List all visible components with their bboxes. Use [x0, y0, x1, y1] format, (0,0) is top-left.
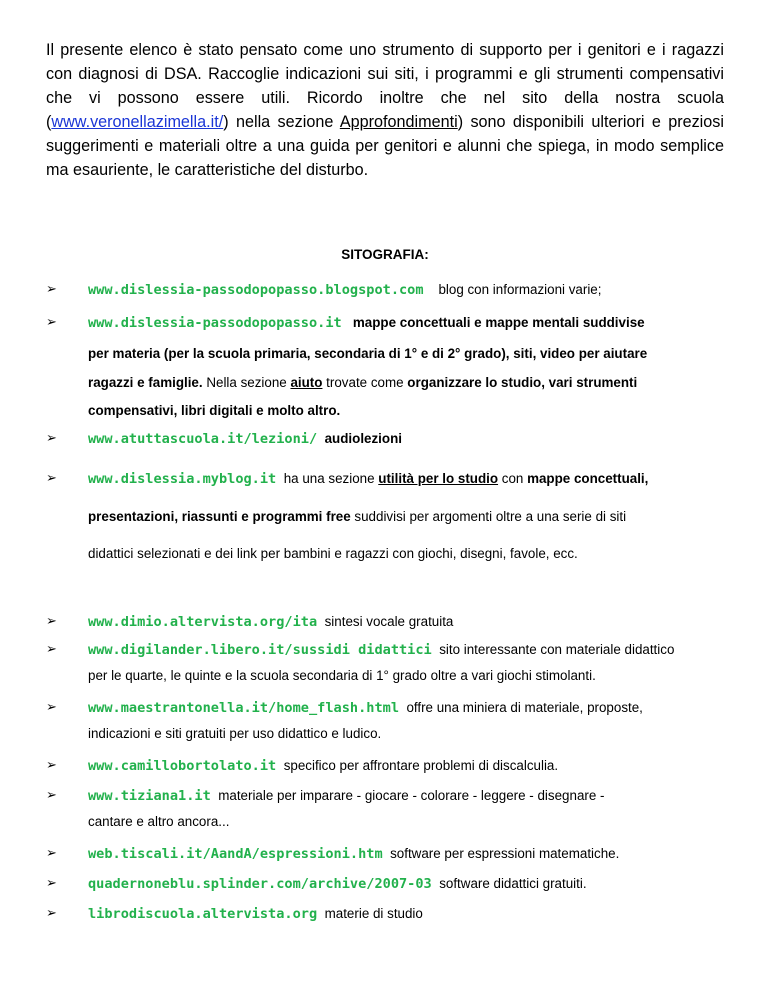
site-description: software didattici gratuiti.	[439, 876, 587, 891]
list-item	[46, 788, 746, 846]
site-description: indicazioni e siti gratuiti per uso didattico e ludico.	[88, 726, 382, 741]
site-url[interactable]: www.dislessia.myblog.it	[88, 471, 277, 487]
site-description: per le quarte, le quinte e la scuola secondaria di 1° grado oltre a vari giochi stimolanti.	[88, 668, 596, 683]
arrow-bullet-icon: ➢	[46, 700, 57, 715]
site-url[interactable]: www.atuttascuola.it/lezioni/	[88, 431, 318, 447]
list-item	[46, 700, 746, 758]
site-url[interactable]: www.digilander.libero.it/sussidi didattici	[88, 642, 432, 658]
arrow-bullet-icon: ➢	[46, 282, 57, 297]
site-description: cantare e altro ancora...	[88, 814, 230, 829]
intro-paragraph	[46, 38, 724, 182]
site-url[interactable]: www.dimio.altervista.org/ita	[88, 614, 318, 630]
site-url[interactable]: quadernoneblu.splinder.com/archive/2007-03	[88, 876, 432, 892]
site-description: Nella sezione	[202, 374, 291, 390]
arrow-bullet-icon: ➢	[46, 876, 57, 891]
site-description: mappe concettuali e mappe mentali suddivise	[352, 315, 645, 330]
intro-text: ) nella sezione	[223, 113, 340, 131]
site-list	[46, 282, 746, 936]
site-url[interactable]: librodiscuola.altervista.org	[88, 906, 318, 922]
arrow-bullet-icon: ➢	[46, 846, 57, 861]
list-item	[46, 876, 746, 906]
section-heading: SITOGRAFIA:	[341, 247, 429, 262]
site-url[interactable]: web.tiscali.it/AandA/espressioni.htm	[88, 846, 383, 862]
document-page	[46, 38, 724, 922]
arrow-bullet-icon: ➢	[46, 614, 57, 629]
site-description: trovate come	[322, 374, 408, 390]
section-name: aiuto	[290, 374, 323, 390]
school-site-link[interactable]: www.veronellazimella.it/	[51, 113, 224, 131]
site-description: mappe concettuali,	[527, 471, 649, 486]
list-item	[46, 431, 746, 471]
site-description: compensativi, libri digitali e molto altro.	[88, 403, 341, 418]
arrow-bullet-icon: ➢	[46, 758, 57, 773]
list-item	[46, 906, 746, 936]
site-description: specifico per affrontare problemi di discalculia.	[283, 758, 559, 773]
site-description: presentazioni, riassunti e programmi free	[88, 509, 351, 524]
arrow-bullet-icon: ➢	[46, 471, 57, 486]
site-description: ha una sezione	[283, 471, 379, 486]
section-name: Approfondimenti	[339, 113, 458, 131]
site-description: per materia (per la scuola primaria, secondaria di 1° e di 2° grado), siti, video per aiutare	[88, 346, 648, 361]
site-url[interactable]: www.maestrantonella.it/home_flash.html	[88, 700, 399, 716]
arrow-bullet-icon: ➢	[46, 642, 57, 657]
arrow-bullet-icon: ➢	[46, 788, 57, 803]
site-description: blog con informazioni varie;	[438, 282, 602, 297]
list-item	[46, 614, 746, 642]
site-description: sintesi vocale gratuita	[324, 614, 454, 629]
site-description: ragazzi e famiglie.	[88, 374, 203, 390]
site-description: materie di studio	[324, 906, 423, 921]
site-url[interactable]: www.dislessia-passodopopasso.it	[88, 315, 342, 331]
site-description: didattici selezionati e dei link per bambini e ragazzi con giochi, disegni, favole, ecc.	[88, 546, 578, 561]
intro-text: Il presente elenco è stato pensato come uno strumento di supporto per i genitori e i ragazzi con diagnosi di DSA. Raccoglie indicazioni sui siti, i programmi e gli strumenti compensativi che vi possono essere utili. Ricordo inoltre che nel sito della nostra scuola (	[46, 41, 724, 131]
arrow-bullet-icon: ➢	[46, 315, 57, 330]
site-description: utilità per lo studio	[378, 471, 499, 486]
arrow-bullet-icon: ➢	[46, 906, 57, 921]
site-description: suddivisi per argomenti oltre a una serie di siti	[350, 509, 627, 524]
site-url[interactable]: www.camillobortolato.it	[88, 758, 277, 774]
site-description: sito interessante con materiale didattico	[439, 642, 675, 657]
arrow-bullet-icon: ➢	[46, 431, 57, 446]
site-description: con	[498, 471, 528, 486]
list-item	[46, 642, 746, 700]
intro-text: ) sono disponibili ulteriori e preziosi suggerimenti e materiali oltre a una guida per genitori e alunni che spiega, in modo semplice ma esauriente, le caratteristiche del disturbo.	[46, 113, 724, 179]
site-description: offre una miniera di materiale, proposte,	[406, 700, 643, 715]
list-item	[46, 316, 746, 431]
site-url[interactable]: www.dislessia-passodopopasso.blogspot.com	[88, 282, 424, 298]
list-item	[46, 282, 746, 316]
list-item	[46, 846, 746, 876]
list-item	[46, 758, 746, 788]
site-description: software per espressioni matematiche.	[390, 846, 620, 861]
site-url[interactable]: www.tiziana1.it	[88, 788, 211, 804]
site-description: organizzare lo studio, vari strumenti	[407, 374, 638, 390]
site-description: audiolezioni	[324, 431, 402, 446]
list-item	[46, 471, 746, 614]
site-description: materiale per imparare - giocare - colorare - leggere - disegnare -	[218, 788, 605, 803]
